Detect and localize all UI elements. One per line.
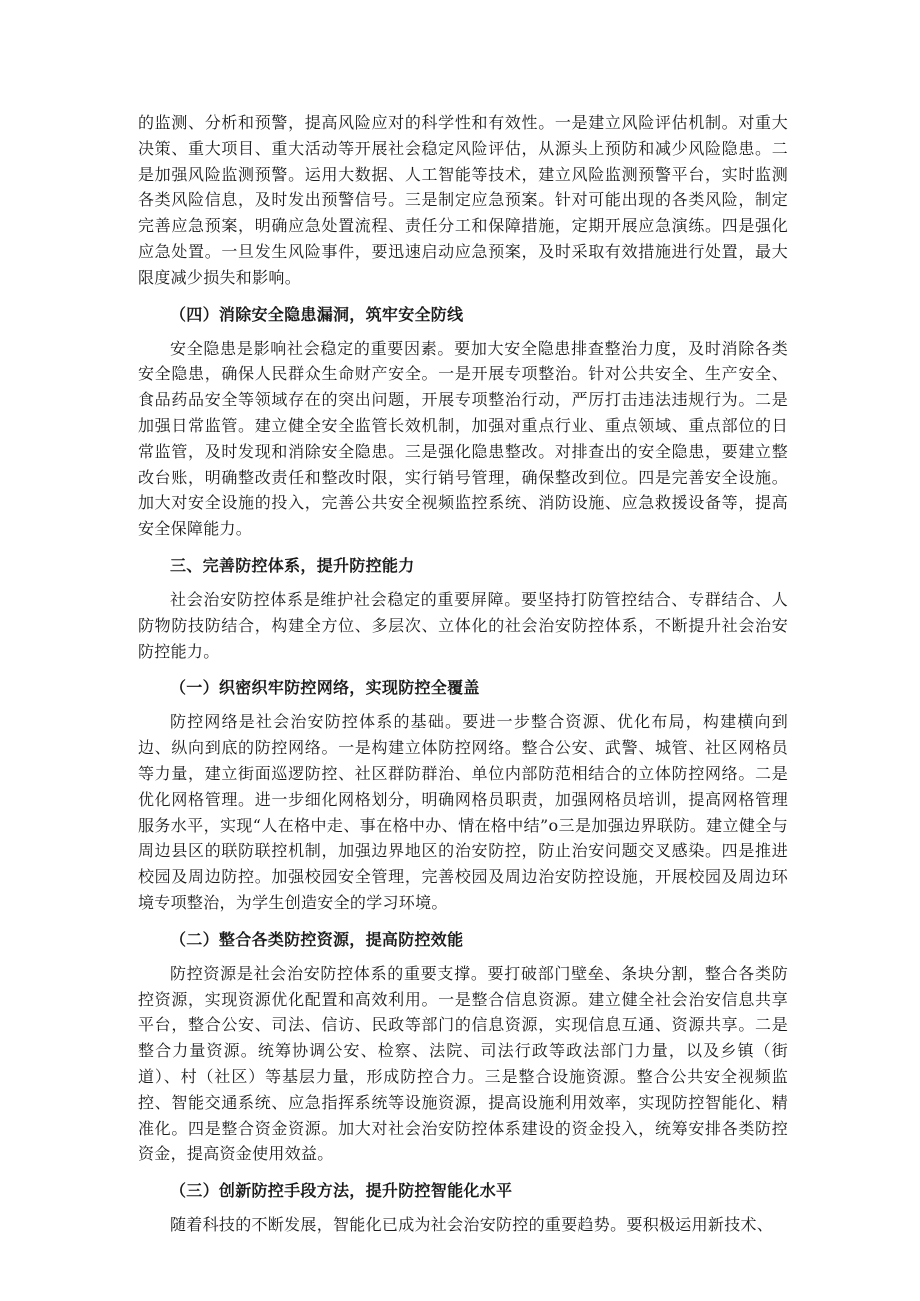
paragraph-prevention-network: 防控网络是社会治安防控体系的基础。要进一步整合资源、优化布局，构建横向到边、纵向到底的防控网络。一是构建立体防控网络。整合公安、武警、城管、社区网格员等力量，建立街面巡逻防控、社区群防群治、单位内部防范相结合的立体防控网络。二是优化网格管理。进一步细化网格划分，明确网格员职责，加强网格员培训，提高网格管理服务水平，实现“人在格中走、事在格中办、情在格中结”o三是加强边界联防。建立健全与周边县区的联防联控机制，加强边界地区的治安防控，防止治安问题交叉感染。四是推进校园及周边防控。加强校园安全管理，完善校园及周边治安防控设施，开展校园及周边环境专项整治，为学生创造安全的学习环境。 (138, 712, 788, 912)
paragraph-integrate-resources: 防控资源是社会治安防控体系的重要支撑。要打破部门壁垒、条块分割，整合各类防控资源，实现资源优化配置和高效利用。一是整合信息资源。建立健全社会治安信息共享平台，整合公安、司法、信访、民政等部门的信息资源，实现信息互通、资源共享。二是整合力量资源。统筹协调公安、检察、法院、司法行政等政法部门力量，以及乡镇（街道）、村（社区）等基层力量，形成防控合力。三是整合设施资源。整合公共安全视频监控、智能交通系统、应急指挥系统等设施资源，提高设施利用效率，实现防控智能化、精准化。四是整合资金资源。加大对社会治安防控体系建设的资金投入，统筹安排各类防控资金，提高资金使用效益。 (138, 963, 788, 1164)
paragraph-innovate-methods: 随着科技的不断发展，智能化已成为社会治安防控的重要趋势。要积极运用新技术、 (170, 1215, 774, 1235)
heading-eliminate-hazards: （四）消除安全隐患漏洞，筑牢安全防线 (170, 304, 464, 324)
heading-innovate-methods: （三）创新防控手段方法，提升防控智能化水平 (170, 1181, 513, 1201)
heading-prevention-system: 三、完善防控体系，提升防控能力 (170, 555, 415, 575)
paragraph-safety-hazards: 安全隐患是影响社会稳定的重要因素。要加大安全隐患排查整治力度，及时消除各类安全隐患，确保人民群众生命财产安全。一是开展专项整治。针对公共安全、生产安全、食品药品安全等领域存在的突出问题，开展专项整治行动，严厉打击违法违规行为。二是加强日常监管。建立健全安全监管长效机制，加强对重点行业、重点领域、重点部位的日常监管，及时发现和消除安全隐患。三是强化隐患整改。对排查出的安全隐患，要建立整改台账，明确整改责任和整改时限，实行销号管理，确保整改到位。四是完善安全设施。加大对安全设施的投入，完善公共安全视频监控系统、消防设施、应急救援设备等，提高安全保障能力。 (138, 338, 788, 539)
paragraph-prevention-system-intro: 社会治安防控体系是维护社会稳定的重要屏障。要坚持打防管控结合、专群结合、人防物防技防结合，构建全方位、多层次、立体化的社会治安防控体系，不断提升社会治安防控能力。 (138, 589, 788, 661)
paragraph-risk-monitoring: 的监测、分析和预警，提高风险应对的科学性和有效性。一是建立风险评估机制。对重大决策、重大项目、重大活动等开展社会稳定风险评估，从源头上预防和减少风险隐患。二是加强风险监测预警。运用大数据、人工智能等技术，建立风险监测预警平台，实时监测各类风险信息，及时发出预警信号。三是制定应急预案。针对可能出现的各类风险，制定完善应急预案，明确应急处置流程、责任分工和保障措施，定期开展应急演练。四是强化应急处置。一旦发生风险事件，要迅速启动应急预案，及时采取有效措施进行处置，最大限度减少损失和影响。 (138, 113, 788, 287)
heading-prevention-network: （一）织密织牢防控网络，实现防控全覆盖 (170, 678, 480, 698)
document-body (138, 110, 788, 1238)
heading-integrate-resources: （二）整合各类防控资源，提高防控效能 (170, 929, 464, 949)
